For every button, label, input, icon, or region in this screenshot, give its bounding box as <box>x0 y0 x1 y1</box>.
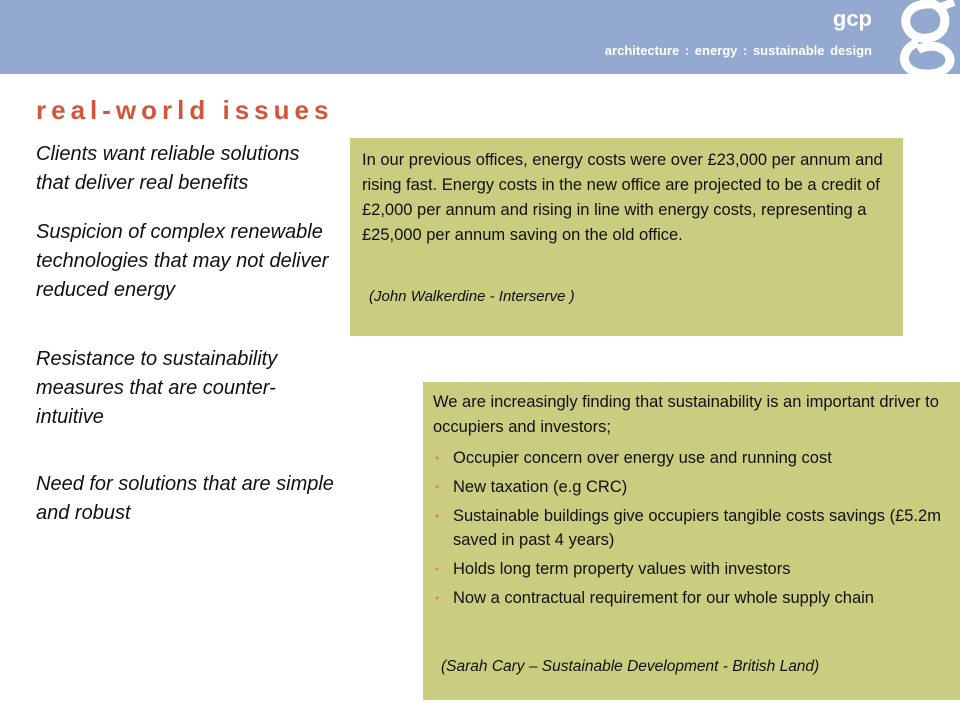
list-item: • Now a contractual requirement for our whole supply chain <box>433 586 958 610</box>
issue-item: Suspicion of complex renewable technologies that may not deliver reduced energy <box>36 221 329 301</box>
list-item: • Occupier concern over energy use and running cost <box>433 446 958 470</box>
bullet-icon: • <box>435 562 440 576</box>
header-band <box>0 0 960 74</box>
issue-item: Need for solutions that are simple and robust <box>36 473 334 524</box>
logo-icon <box>888 0 960 78</box>
bullet-icon: • <box>435 451 440 465</box>
page-title: real-world issues <box>36 95 334 125</box>
issue-item: Resistance to sustainability measures that are counter-intuitive <box>36 348 278 428</box>
list-item: • New taxation (e.g CRC) <box>433 475 958 499</box>
quote-text: In our previous offices, energy costs were over £23,000 per annum and rising fast. Energy costs in the new office are projected to be a credit of £2,000 per annum and rising in line with energy costs, representing a £25,000 per annum saving on the old office. <box>362 151 883 244</box>
list-item: • Sustainable buildings give occupiers tangible costs savings (£5.2m saved in past 4 years) <box>433 504 958 552</box>
quote-intro: We are increasingly finding that sustainability is an important driver to occupiers and investors; <box>433 393 939 436</box>
quote-bullet-list <box>433 446 958 615</box>
quote-box-british-land <box>423 382 960 700</box>
issues-list <box>36 140 336 528</box>
quote-box-interserve <box>350 138 903 336</box>
brand-name: gcp <box>832 6 872 31</box>
list-item: • Holds long term property values with investors <box>433 557 958 581</box>
quote-attribution: (John Walkerdine - Interserve ) <box>369 288 575 305</box>
bullet-icon: • <box>435 480 440 494</box>
bullet-icon: • <box>435 591 440 605</box>
quote-attribution: (Sarah Cary – Sustainable Development - British Land) <box>441 658 820 675</box>
brand-tagline: architecture : energy : sustainable design <box>604 43 872 58</box>
bullet-icon: • <box>435 509 440 523</box>
issue-item: Clients want reliable solutions that deliver real benefits <box>36 143 300 194</box>
